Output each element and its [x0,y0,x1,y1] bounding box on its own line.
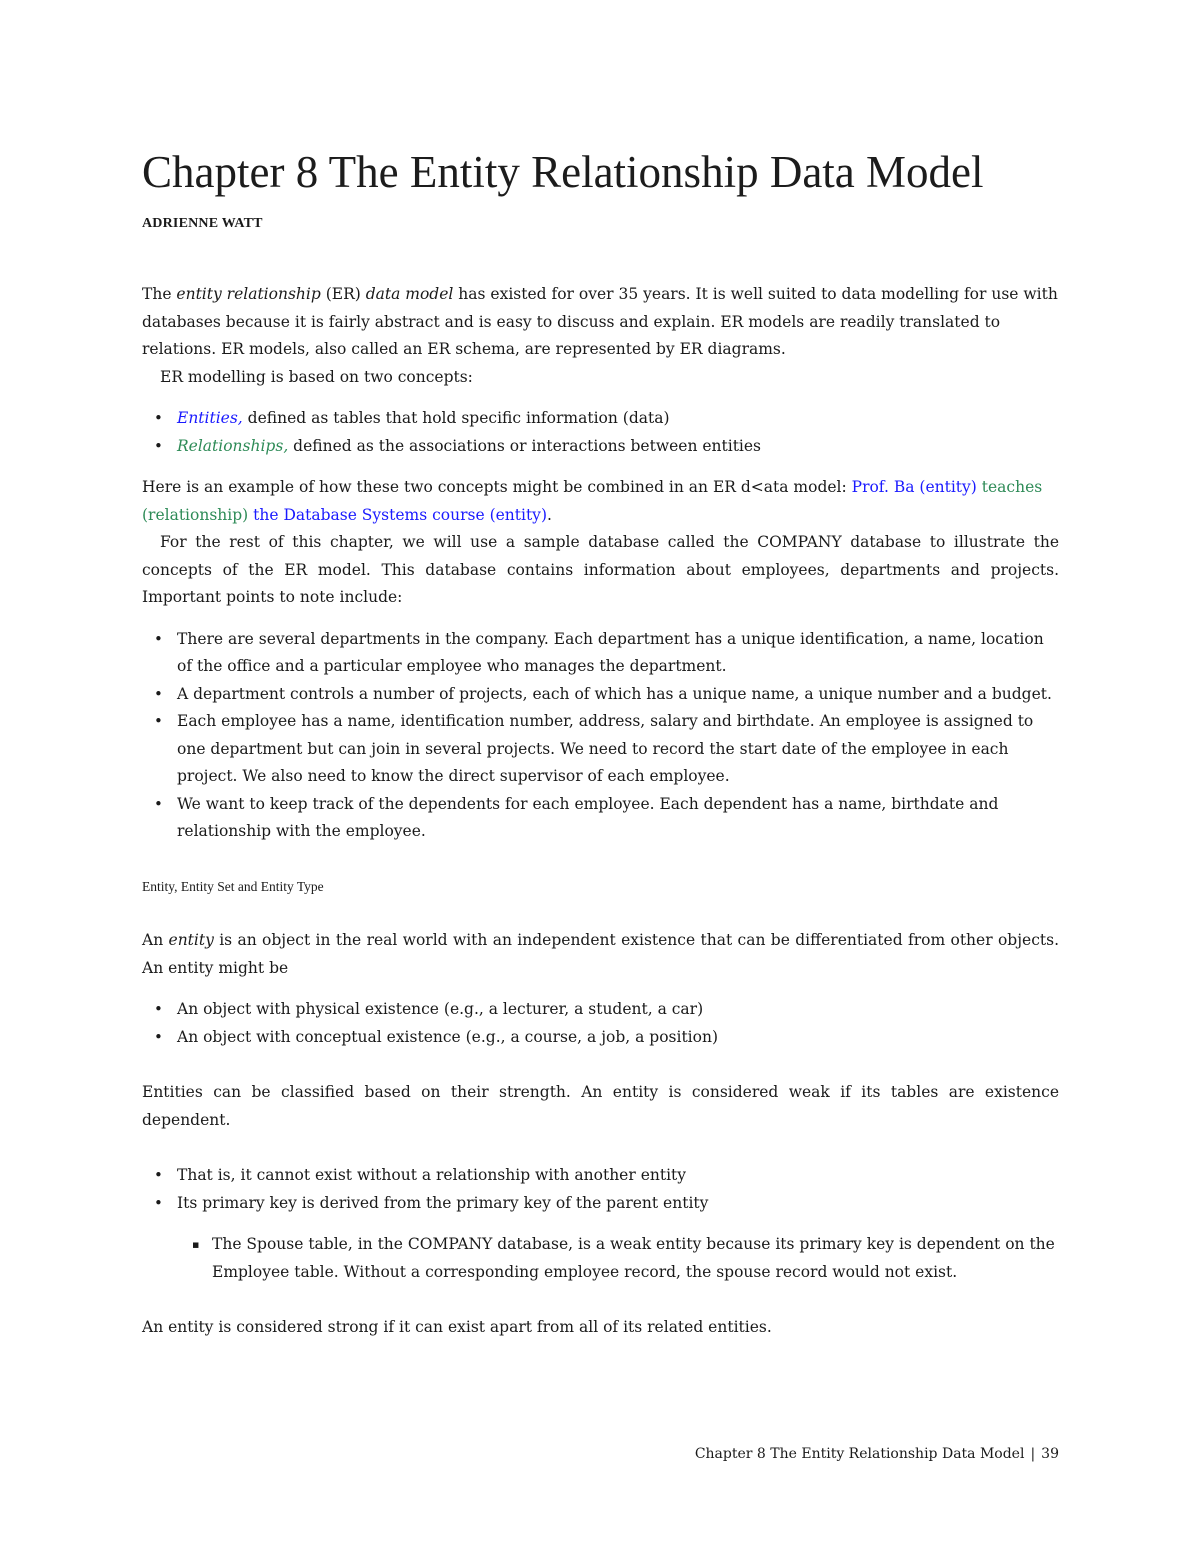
example-entity-course: the Database Systems course (entity) [248,505,547,524]
intro-term-data-model: data model [365,285,454,303]
list-item: • Its primary key is derived from the primary key of the parent entity [142,1190,1059,1218]
intro-post: has existed for over 35 years. It is well suited to data modelling for use with databases because it is fairly abstract and is easy to discuss and explain. ER models are readily translated to relations. ER models, also called an ER schema, are represented by ER diagrams. [142,285,1058,358]
concepts-lead: ER modelling is based on two concepts: [160,367,473,386]
list-item: • Each employee has a name, identification number, address, salary and birthdate. An employee is assigned to one department but can join in several projects. We need to record the start date of the employee in each project. We also need to know the direct supervisor of each employee. [142,708,1059,791]
page-number: 39 [1041,1446,1059,1462]
list-item [142,405,1059,433]
company-paragraph: For the rest of this chapter, we will use a sample database called the COMPANY database to illustrate the concepts of the ER model. This database contains information about employees, departments and projects. Important points to note include: [142,533,1059,606]
intro-paragraph [142,281,1059,364]
section-heading: Entity, Entity Set and Entity Type [142,878,324,894]
chapter-title: Chapter 8 The Entity Relationship Data Model [142,147,984,197]
example-paragraph [142,474,1059,529]
footer-title: Chapter 8 The Entity Relationship Data Model [694,1446,1025,1462]
list-item: • An object with conceptual existence (e.g., a course, a job, a position) [142,1024,1059,1052]
example-end: . [547,505,552,524]
list-item: • An object with physical existence (e.g., a lecturer, a student, a car) [142,996,1059,1024]
strength-paragraph: Entities can be classified based on their strength. An entity is considered weak if its tables are existence dependent. [142,1083,1059,1129]
entity-term: entity [168,931,214,949]
entity-definition [142,927,1059,982]
example-pre: Here is an example of how these two concepts might be combined in an ER d<ata model: [142,478,852,496]
entity-def-pre: An [142,931,169,949]
intro-term-er: entity relationship [176,285,321,303]
example-entity-prof: Prof. Ba (entity) [851,478,977,496]
list-item-text: defined as the associations or interactions between entities [288,436,762,455]
author-name: ADRIENNE WATT [142,216,263,231]
weak-sub-list [142,1231,1059,1286]
weak-points-list [142,1162,1059,1217]
list-item [142,433,1059,461]
chapter-body [142,281,1059,1342]
strong-paragraph: An entity is considered strong if it can exist apart from all of its related entities. [142,1318,772,1336]
entities-term: Entities, [177,409,243,427]
list-item-text: defined as tables that hold specific information (data) [242,409,670,427]
relationships-term: Relationships, [177,436,289,455]
concepts-list [142,405,1059,460]
company-points-list [142,626,1059,846]
list-item: • We want to keep track of the dependents for each employee. Each dependent has a name, birthdate and relationship with the employee. [142,791,1059,846]
footer-separator: | [1030,1446,1036,1462]
example-relationship: teaches (relationship) [142,478,1043,524]
list-item: • There are several departments in the company. Each department has a unique identification, a name, location of the office and a particular employee who manages the department. [142,626,1059,681]
list-item: • That is, it cannot exist without a relationship with another entity [142,1162,1059,1190]
entity-examples-list [142,996,1059,1051]
list-item: ▪ The Spouse table, in the COMPANY database, is a weak entity because its primary key is dependent on the Employee table. Without a corresponding employee record, the spouse record would not exist. [142,1231,1059,1286]
intro-pre: The [142,285,177,303]
entity-def-post: is an object in the real world with an independent existence that can be differentiated from other objects. An entity might be [142,931,1059,977]
intro-mid: (ER) [320,285,366,303]
page-footer [695,1444,1059,1464]
list-item: • A department controls a number of projects, each of which has a unique name, a unique number and a budget. [142,681,1059,709]
